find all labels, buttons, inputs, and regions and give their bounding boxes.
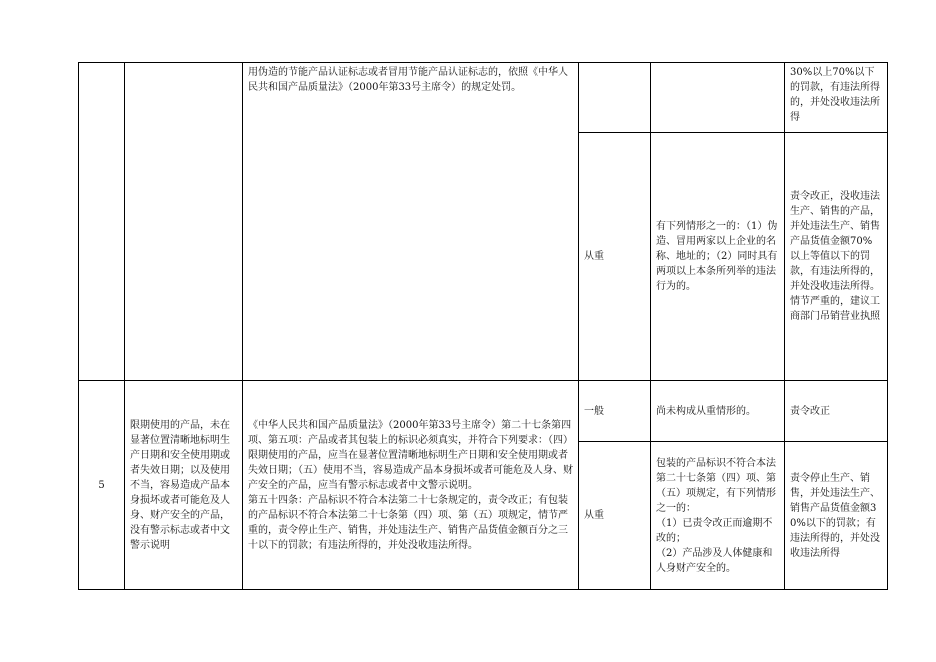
- standard-text: 责令改正，没收违法生产、销售的产品，并处违法生产、销售产品货值金额70%以上等值以下的罚款，有违法所得的，并处没收违法所得。情节严重的，建议工商部门吊销营业执照: [790, 191, 880, 322]
- penalty-standard-table: [78, 62, 888, 590]
- number-cell: [79, 63, 125, 381]
- standard-text: 30%以上70%以下的罚款，有违法所得的，并处没收违法所得: [790, 67, 880, 123]
- circumstance-cell: [651, 442, 785, 590]
- circumstance-cell: [651, 133, 785, 381]
- number-cell: [79, 381, 125, 590]
- degree-text: 从重: [584, 251, 604, 262]
- legal-basis-cell: [243, 381, 579, 590]
- standard-cell: [785, 442, 888, 590]
- circumstance-text: 包装的产品标识不符合本法第二十七条第（四）项、第（五）项规定，有下列情形之一的： （1）已责令改正而逾期不改的； （2）产品涉及人体健康和人身财产安全的。: [656, 457, 776, 574]
- standard-cell: [785, 381, 888, 442]
- degree-cell: [579, 442, 651, 590]
- standard-text: 责令停止生产、销售，并处违法生产、销售产品货值金额30%以下的罚款；有违法所得的，并处没收违法所得: [790, 472, 880, 559]
- standard-text: 责令改正: [790, 405, 830, 417]
- table-row: [79, 63, 888, 133]
- table-row: [79, 381, 888, 442]
- standard-cell: [785, 63, 888, 133]
- behavior-cell: [125, 63, 243, 381]
- circumstance-cell: [651, 381, 785, 442]
- item-number: 5: [98, 479, 105, 491]
- standard-cell: [785, 133, 888, 381]
- legal-basis-cell: [243, 63, 579, 381]
- circumstance-text: 有下列情形之一的：（1）伪造、冒用两家以上企业的名称、地址的；（2）同时具有两项以上本条所列举的违法行为的。: [656, 221, 778, 292]
- degree-cell: [579, 63, 651, 133]
- degree-text: 从重: [584, 510, 604, 521]
- degree-cell: [579, 381, 651, 442]
- legal-basis-text: 用伪造的节能产品认证标志或者冒用节能产品认证标志的，依照《中华人民共和国产品质量法》（2000年第33号主席令）的规定处罚。: [248, 67, 568, 93]
- degree-text: 一般: [584, 405, 604, 417]
- circumstance-text: 尚未构成从重情形的。: [656, 405, 756, 417]
- behavior-cell: [125, 381, 243, 590]
- legal-basis-text: 《中华人民共和国产品质量法》（2000年第33号主席令）第二十七条第四项、第五项：产品或者其包装上的标识必须真实，并符合下列要求：（四）限期使用的产品，应当在显著位置清晰地标明生产日期和安全使用期或者失效日期；（五）使用不当，容易造成产品本身损坏或者可能危及人身、财产安全的产品，应当有警示标志或者中文警示说明。 第五十四条：产品标识不符合本法第二十七条规定的，责令改正；有包装的产品标识不符合本法第二十七条第（四）项、第（五）项规定，情节严重的，责令停止生产、销售，并处违法生产、销售产品货值金额百分之三十以下的罚款；有违法所得的，并处没收违法所得。: [248, 419, 573, 551]
- degree-cell: [579, 133, 651, 381]
- behavior-text: 限期使用的产品，未在显著位置清晰地标明生产日期和安全使用期或者失效日期；以及使用不当，容易造成产品本身损坏或者可能危及人身、财产安全的产品，没有警示标志或者中文警示说明: [130, 419, 230, 551]
- circumstance-cell: [651, 63, 785, 133]
